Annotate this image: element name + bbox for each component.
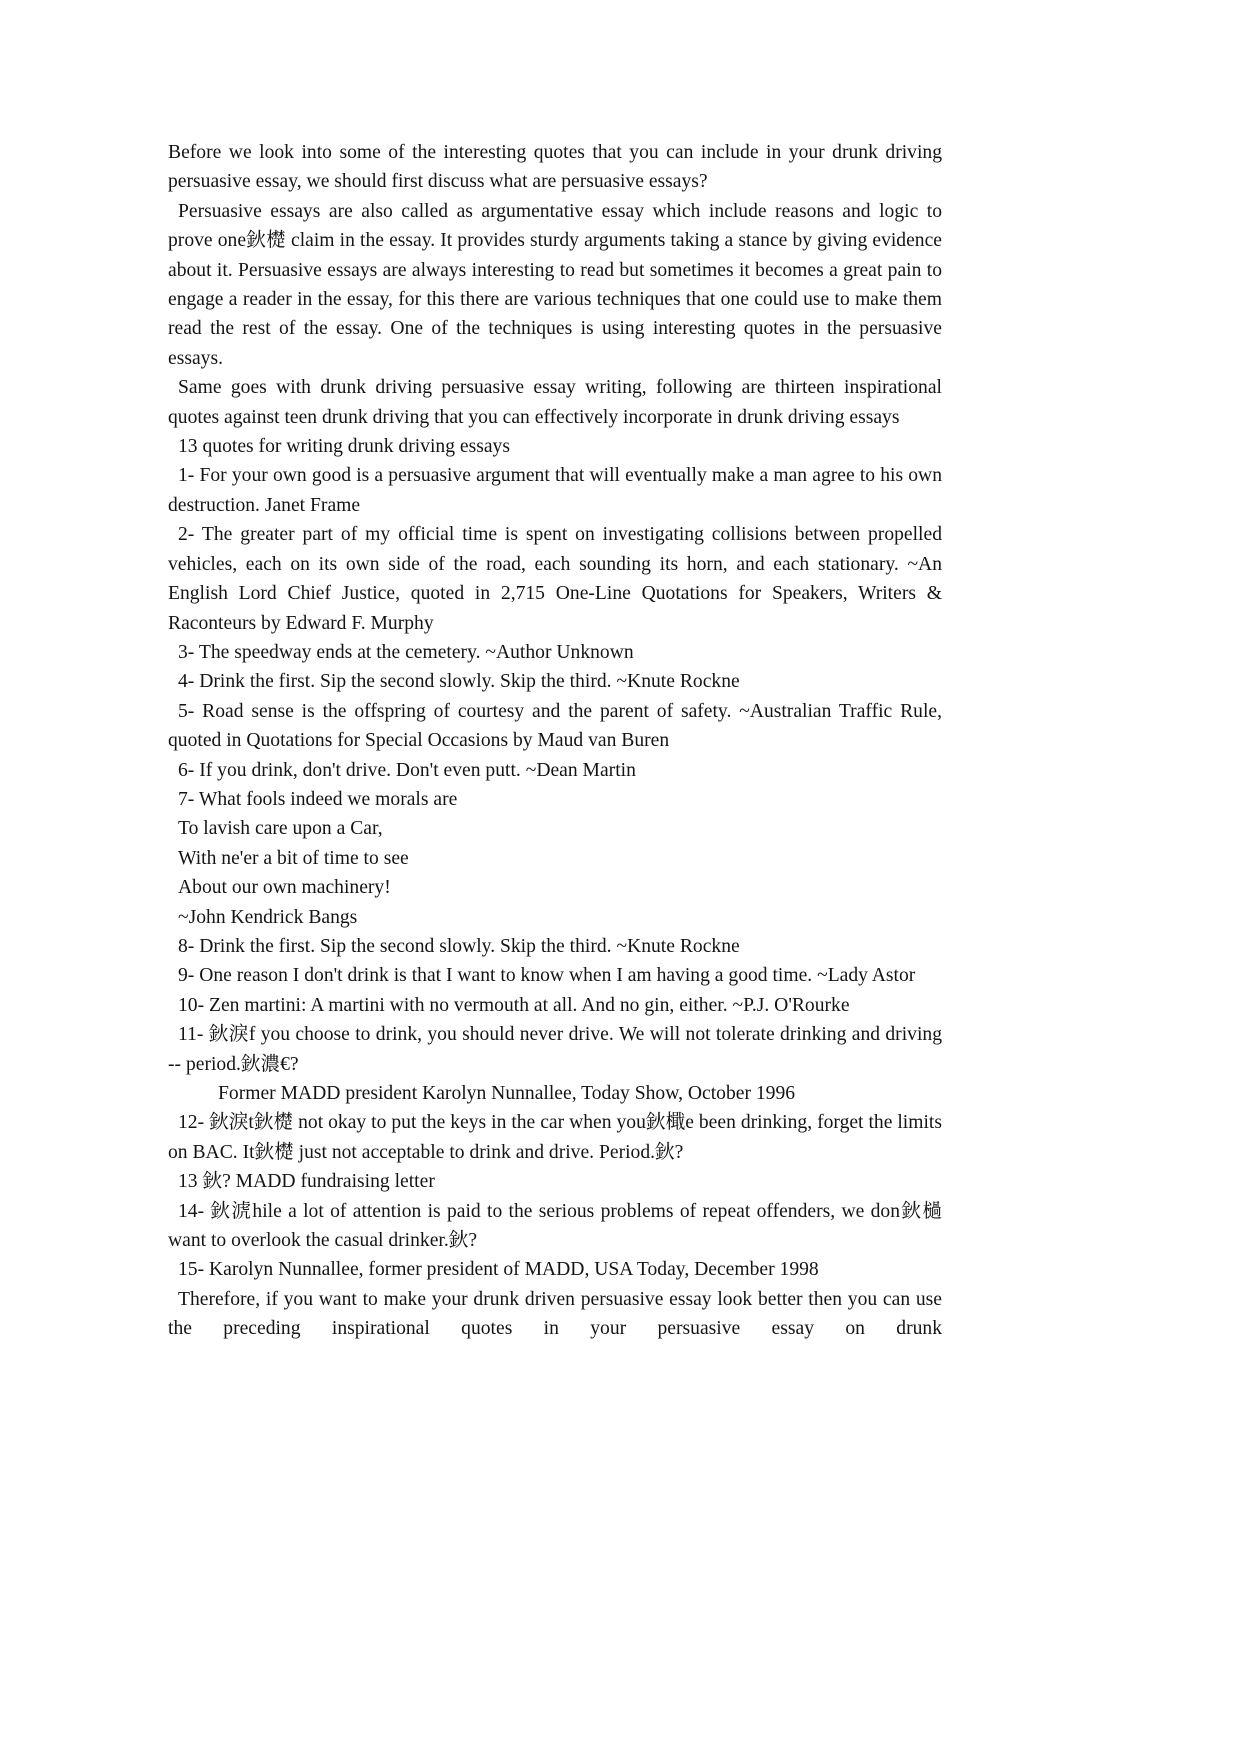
paragraph: 2- The greater part of my official time is spent on investigating collisions between propelled vehicles, each on its own side of the road, each sounding its horn, and each stationary. ~An English Lord Chief Justice, quoted in 2,715 One-Line Quotations for Speakers, Writers & Raconteurs by Edward F. Murphy bbox=[168, 524, 942, 634]
paragraph: 11- 鈥淚f you choose to drink, you should never drive. We will not tolerate drinking and driving -- period.鈥濃€? bbox=[168, 1024, 942, 1075]
paragraph: To lavish care upon a Car, bbox=[178, 818, 383, 840]
paragraph: Persuasive essays are also called as argumentative essay which include reasons and logic to prove one鈥檚 claim in the essay. It provides sturdy arguments taking a stance by giving evidence about it. Persuasive essays are always interesting to read but sometimes it becomes a great pain to engage a reader in the essay, for this there are various techniques that one could use to make them read the rest of the essay. One of the techniques is using interesting quotes in the persuasive essays. bbox=[168, 200, 942, 369]
document-body bbox=[168, 138, 942, 1344]
paragraph: About our own machinery! bbox=[178, 877, 391, 899]
paragraph: 13 quotes for writing drunk driving essays bbox=[178, 436, 510, 458]
paragraph: 12- 鈥淚t鈥檚 not okay to put the keys in the car when you鈥檝e been drinking, forget the limits on BAC. It鈥檚 just not acceptable to drink and drive. Period.鈥? bbox=[168, 1112, 942, 1163]
paragraph: 3- The speedway ends at the cemetery. ~Author Unknown bbox=[178, 641, 634, 663]
paragraph: 5- Road sense is the offspring of courtesy and the parent of safety. ~Australian Traffic Rule, quoted in Quotations for Special Occasions by Maud van Buren bbox=[168, 700, 942, 752]
paragraph: 4- Drink the first. Sip the second slowly. Skip the third. ~Knute Rockne bbox=[178, 671, 740, 693]
paragraph: Former MADD president Karolyn Nunnallee, Today Show, October 1996 bbox=[218, 1083, 796, 1104]
paragraph: 14- 鈥淲hile a lot of attention is paid to the serious problems of repeat offenders, we don鈥檛 want to overlook the casual drinker.鈥? bbox=[168, 1200, 942, 1252]
paragraph: 6- If you drink, don't drive. Don't even putt. ~Dean Martin bbox=[178, 759, 636, 781]
paragraph: ~John Kendrick Bangs bbox=[178, 906, 358, 928]
paragraph: Therefore, if you want to make your drunk driven persuasive essay look better then you can use the preceding inspirational quotes in your persuasive essay on drunk bbox=[168, 1288, 942, 1340]
paragraph: 1- For your own good is a persuasive argument that will eventually make a man agree to his own destruction. Janet Frame bbox=[168, 465, 942, 516]
paragraph: 9- One reason I don't drink is that I want to know when I am having a good time. ~Lady Astor bbox=[178, 965, 916, 987]
paragraph: 10- Zen martini: A martini with no vermouth at all. And no gin, either. ~P.J. O'Rourke bbox=[178, 994, 850, 1016]
paragraph: 8- Drink the first. Sip the second slowly. Skip the third. ~Knute Rockne bbox=[178, 935, 740, 957]
paragraph: 13 鈥? MADD fundraising letter bbox=[178, 1171, 435, 1193]
paragraph: Before we look into some of the interesting quotes that you can include in your drunk driving persuasive essay, we should first discuss what are persuasive essays? bbox=[168, 142, 942, 193]
paragraph: With ne'er a bit of time to see bbox=[178, 847, 409, 869]
paragraph: Same goes with drunk driving persuasive essay writing, following are thirteen inspirational quotes against teen drunk driving that you can effectively incorporate in drunk driving essays bbox=[168, 377, 942, 428]
paragraph: 15- Karolyn Nunnallee, former president of MADD, USA Today, December 1998 bbox=[178, 1259, 819, 1281]
paragraph: 7- What fools indeed we morals are bbox=[178, 788, 458, 810]
